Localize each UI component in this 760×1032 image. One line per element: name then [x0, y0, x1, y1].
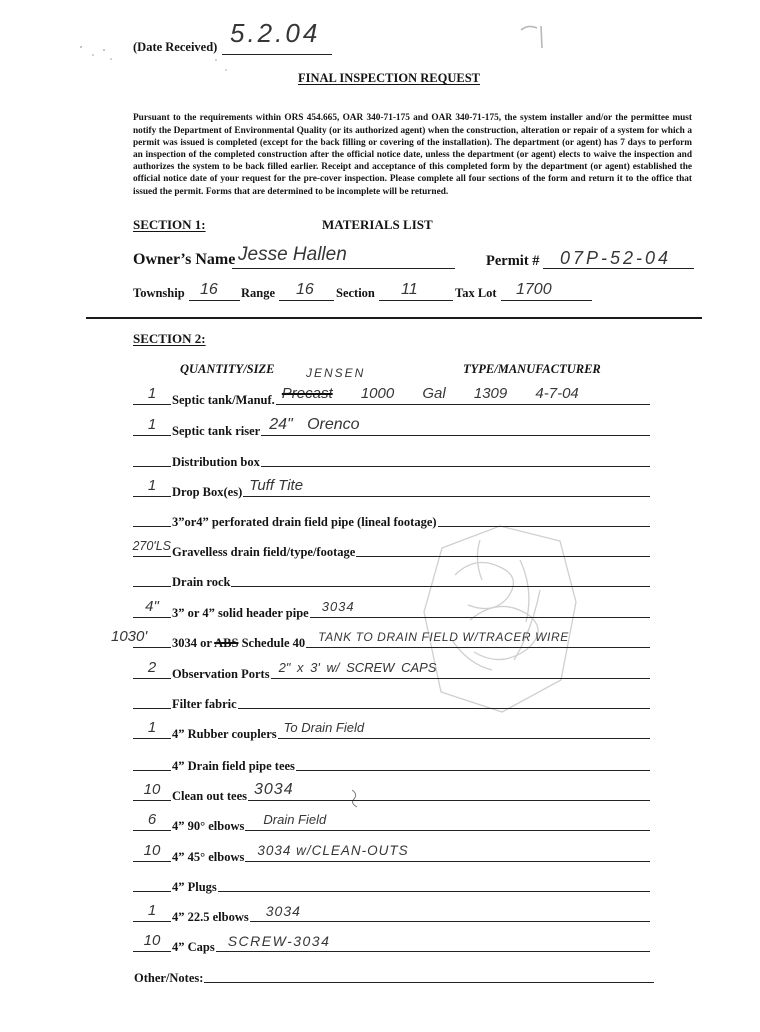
- type-manufacturer-field: [243, 474, 650, 497]
- type-manufacturer-field: [306, 625, 650, 648]
- item-label: Distribution box: [172, 455, 260, 469]
- item-label: Observation Ports: [172, 667, 270, 681]
- type-manufacturer-field: [245, 839, 650, 862]
- quantity-field: [133, 504, 171, 527]
- quantity-value: 6: [147, 811, 157, 828]
- tax-lot-label: Tax Lot: [455, 286, 497, 300]
- date-received-value: 5.2.04: [230, 18, 321, 48]
- item-label: 4” 90° elbows: [172, 819, 245, 833]
- quantity-value: 10: [143, 932, 161, 949]
- instructions-paragraph: Pursuant to the requirements within ORS 454.665, OAR 340-71-175 and OAR 340-71-175, the system installer and/or the permittee must notify the Department of Environmental Quality (or its authorized agent) when the construction, alteration or repair of a system for which a permit was issued is completed (except for the back filling or covering of the installation). The department (or agent) has 7 days to perform an inspection of the completed construction after the official notice date, unless the department (or agent) elects to waive the inspection and authorizes the system to be back filled earlier. Receipt and acceptance of this completed form by the department (or agent) established the official notice date of your request for the pre-cover inspection. Please complete all four sections of the form and return it to the office that issued the permit. Forms that are determined to be incomplete will be returned.: [133, 113, 692, 197]
- quantity-field: [133, 595, 171, 618]
- type-manufacturer-field: [271, 656, 650, 679]
- other-notes-field: [204, 960, 654, 983]
- quantity-column-header: QUANTITY/SIZE: [180, 362, 275, 376]
- owner-name-label: Owner’s Name: [133, 251, 236, 268]
- item-label: 3”or4” perforated drain field pipe (lineal footage): [172, 515, 437, 529]
- item-label: Septic tank riser: [172, 424, 261, 438]
- type-manufacturer-value: [282, 385, 579, 403]
- quantity-value: 1: [147, 719, 157, 736]
- type-manufacturer-field: [438, 504, 650, 527]
- type-manufacturer-value: To Drain Field: [283, 720, 365, 735]
- type-manufacturer-value: TANK TO DRAIN FIELD W/TRACER WIRE: [318, 630, 569, 644]
- section1-heading: SECTION 1:: [133, 217, 206, 232]
- section-value: 11: [401, 281, 418, 298]
- type-manufacturer-field: [310, 595, 650, 618]
- form-title: FINAL INSPECTION REQUEST: [298, 71, 480, 85]
- quantity-value: 1: [147, 902, 157, 919]
- quantity-value: 1030': [111, 628, 148, 645]
- type-manufacturer-field: [216, 929, 650, 952]
- type-manufacturer-field: [250, 899, 650, 922]
- section-divider: [86, 317, 702, 319]
- item-row-22-5-elbows: [133, 900, 650, 922]
- quantity-field: [133, 808, 171, 831]
- quantity-field: [133, 382, 171, 405]
- label-text-post: Schedule 40: [241, 636, 306, 650]
- item-row-plugs: [133, 870, 650, 892]
- item-row-pipe-tees: [133, 749, 650, 771]
- item-label: [171, 636, 306, 650]
- item-row-gravelless-drain-field: [133, 535, 650, 557]
- item-label: 4” 45° elbows: [172, 850, 245, 864]
- type-manufacturer-value: SCREW-3034: [227, 933, 331, 949]
- struck-entry: Precast: [281, 385, 333, 402]
- quantity-field: [111, 625, 171, 648]
- type-manufacturer-field: [245, 808, 650, 831]
- quantity-value: 1: [147, 385, 157, 402]
- item-label: Filter fabric: [172, 697, 237, 711]
- type-manufacturer-field: [356, 534, 650, 557]
- quantity-field: [133, 656, 171, 679]
- type-manufacturer-field: [276, 382, 650, 405]
- item-label: 4” 22.5 elbows: [172, 910, 249, 924]
- entry-text: 1000 Gal 1309 4-7-04: [360, 385, 579, 402]
- item-row-filter-fabric: [133, 687, 650, 709]
- item-row-schedule-40: [111, 626, 650, 650]
- quantity-field: [133, 444, 171, 467]
- type-manufacturer-field: [238, 686, 650, 709]
- type-manufacturer-value: Tuff Tite: [249, 477, 304, 494]
- item-row-rubber-couplers: [133, 717, 650, 739]
- other-notes-label: Other/Notes:: [134, 971, 204, 985]
- township-label: Township: [133, 286, 185, 300]
- quantity-value: 2: [147, 659, 157, 676]
- quantity-value: 1: [147, 477, 157, 494]
- owner-name-value: Jesse Hallen: [238, 244, 347, 265]
- date-received-label: (Date Received): [133, 40, 218, 54]
- quantity-field: [133, 474, 171, 497]
- quantity-value: 10: [143, 842, 161, 859]
- item-row-septic-tank: [133, 383, 650, 405]
- item-label: Septic tank/Manuf.: [172, 393, 275, 407]
- quantity-field: [133, 839, 171, 862]
- township-line: [189, 300, 240, 301]
- quantity-field: [133, 748, 171, 771]
- type-manufacturer-field: [261, 444, 650, 467]
- quantity-field: [133, 564, 171, 587]
- item-label: Drop Box(es): [172, 485, 243, 499]
- struck-label: ABS: [214, 636, 239, 650]
- type-manufacturer-field: [261, 413, 650, 436]
- type-manufacturer-field: [218, 869, 650, 892]
- quantity-field: [133, 929, 171, 952]
- tax-lot-line: [501, 300, 592, 301]
- quantity-value: 4": [145, 598, 159, 615]
- section-line: [379, 300, 453, 301]
- item-row-drain-rock: [133, 565, 650, 587]
- type-manufacturer-value: 24" Orenco: [269, 416, 360, 433]
- type-manufacturer-field: [296, 748, 650, 771]
- quantity-value: 10: [143, 781, 161, 798]
- section-label: Section: [336, 286, 375, 300]
- item-row-observation-ports: [133, 657, 650, 679]
- type-manufacturer-value: 3034: [321, 599, 355, 614]
- quantity-field: [133, 869, 171, 892]
- type-column-header: TYPE/MANUFACTURER: [463, 362, 601, 376]
- quantity-field: [133, 716, 171, 739]
- manufacturer-note: JENSEN: [306, 366, 366, 380]
- quantity-field: [133, 534, 171, 557]
- quantity-field: [133, 778, 171, 801]
- type-manufacturer-value: 3034 w/CLEAN-OUTS: [257, 843, 409, 858]
- item-label: Clean out tees: [172, 789, 247, 803]
- item-label: Gravelless drain field/type/footage: [172, 545, 356, 559]
- item-row-clean-out-tees: [133, 779, 650, 801]
- other-notes-row: [133, 961, 654, 983]
- item-label: 4” Drain field pipe tees: [172, 759, 295, 773]
- date-received-line: [222, 54, 332, 55]
- type-manufacturer-field: [248, 778, 650, 801]
- item-row-45-elbows: [133, 840, 650, 862]
- item-row-septic-tank-riser: [133, 414, 650, 436]
- permit-value: 07P-52-04: [560, 248, 672, 268]
- township-value: 16: [200, 281, 218, 298]
- type-manufacturer-value: 3034: [265, 903, 301, 919]
- quantity-field: [133, 899, 171, 922]
- range-value: 16: [296, 281, 314, 298]
- item-row-perforated-pipe: [133, 505, 650, 527]
- range-line: [279, 300, 334, 301]
- item-label: 4” Caps: [172, 940, 215, 954]
- item-label: 4” Plugs: [172, 880, 217, 894]
- quantity-field: [133, 686, 171, 709]
- item-row-drop-box: [133, 475, 650, 497]
- item-label: Drain rock: [172, 575, 231, 589]
- item-label: 4” Rubber couplers: [172, 727, 277, 741]
- section2-heading: SECTION 2:: [133, 331, 206, 346]
- type-manufacturer-value: 2" x 3' w/ SCREW CAPS: [278, 660, 437, 675]
- label-text: 3034 or: [172, 636, 212, 650]
- permit-label: Permit #: [486, 253, 540, 269]
- owner-name-line: [232, 268, 455, 269]
- item-label: 3” or 4” solid header pipe: [172, 606, 309, 620]
- item-row-solid-header-pipe: [133, 596, 650, 618]
- type-manufacturer-value: 3034: [254, 781, 294, 798]
- range-label: Range: [241, 286, 276, 300]
- item-row-distribution-box: [133, 445, 650, 467]
- quantity-value: 1: [147, 416, 157, 433]
- materials-list-heading: MATERIALS LIST: [322, 217, 433, 232]
- type-manufacturer-field: [278, 716, 650, 739]
- item-row-caps: [133, 930, 650, 952]
- type-manufacturer-value: Drain Field: [263, 812, 327, 827]
- quantity-field: [133, 413, 171, 436]
- item-row-90-elbows: [133, 809, 650, 831]
- tax-lot-value: 1700: [516, 281, 552, 298]
- quantity-value: 270'LS: [132, 539, 171, 553]
- type-manufacturer-field: [231, 564, 650, 587]
